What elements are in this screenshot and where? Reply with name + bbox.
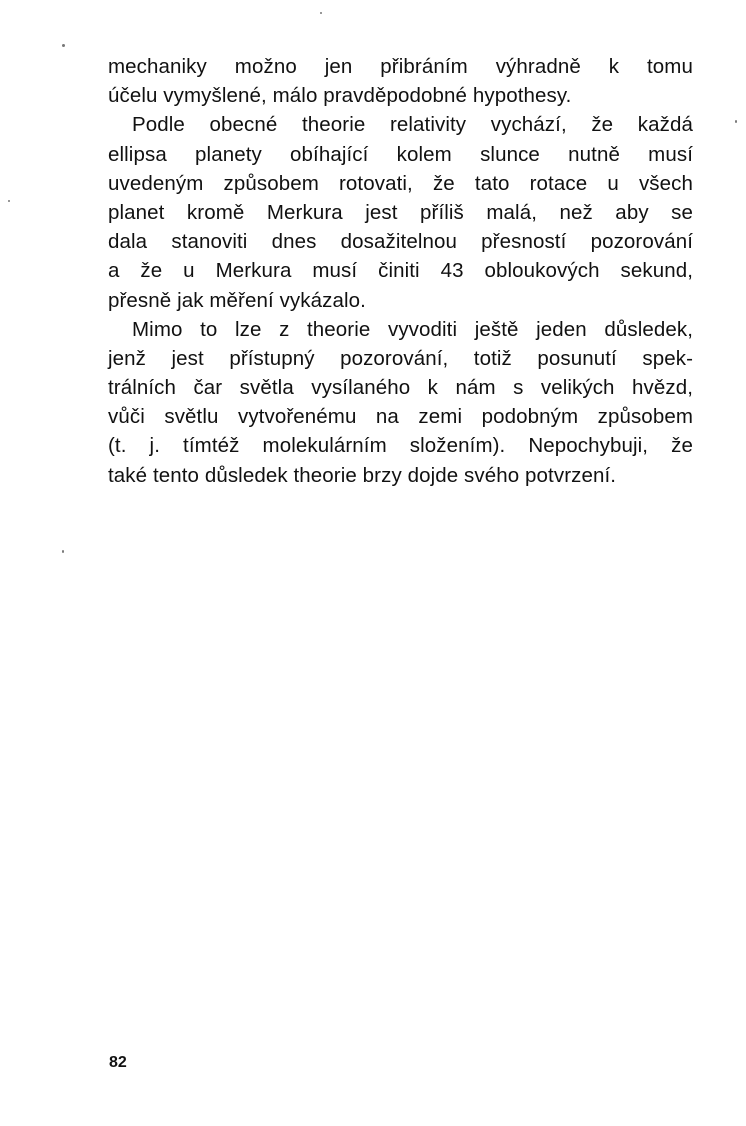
text-line: a že u Merkura musí činiti 43 obloukových sekund, [108, 259, 693, 283]
text-line: Mimo to lze z theorie vyvoditi ještě jeden důsledek, [132, 317, 693, 341]
page-number: 82 [109, 1054, 127, 1071]
paragraph-2 [108, 110, 693, 314]
scan-speck [62, 44, 65, 47]
scan-speck [735, 120, 737, 123]
text-line: (t. j. tímtéž molekulárním složením). Nepochybuji, že [108, 434, 693, 458]
paragraph-1 [108, 52, 693, 110]
body-text [108, 52, 693, 490]
text-line: Podle obecné theorie relativity vychází, že každá [132, 113, 693, 137]
text-line: také tento důsledek theorie brzy dojde svého potvrzení. [108, 463, 617, 487]
scan-speck [8, 200, 10, 202]
text-line: přesně jak měření vykázalo. [108, 288, 366, 312]
text-line: jenž jest přístupný pozorování, totiž posunutí spek- [108, 346, 693, 370]
text-line: uvedeným způsobem rotovati, že tato rotace u všech [108, 171, 693, 195]
text-line: dala stanoviti dnes dosažitelnou přesností pozorování [108, 230, 693, 254]
text-line: trálních čar světla vysílaného k nám s velikých hvězd, [108, 376, 693, 400]
text-line: planet kromě Merkura jest příliš malá, než aby se [108, 200, 693, 224]
text-line: mechaniky možno jen přibráním výhradně k tomu [108, 55, 693, 78]
paragraph-3 [108, 315, 693, 490]
text-line: vůči světlu vytvořenému na zemi podobným způsobem [108, 405, 693, 429]
scan-speck [320, 12, 322, 14]
text-line: účelu vymyšlené, málo pravděpodobné hypothesy. [108, 84, 572, 108]
text-line: ellipsa planety obíhající kolem slunce nutně musí [108, 142, 693, 166]
scan-speck [62, 550, 64, 553]
